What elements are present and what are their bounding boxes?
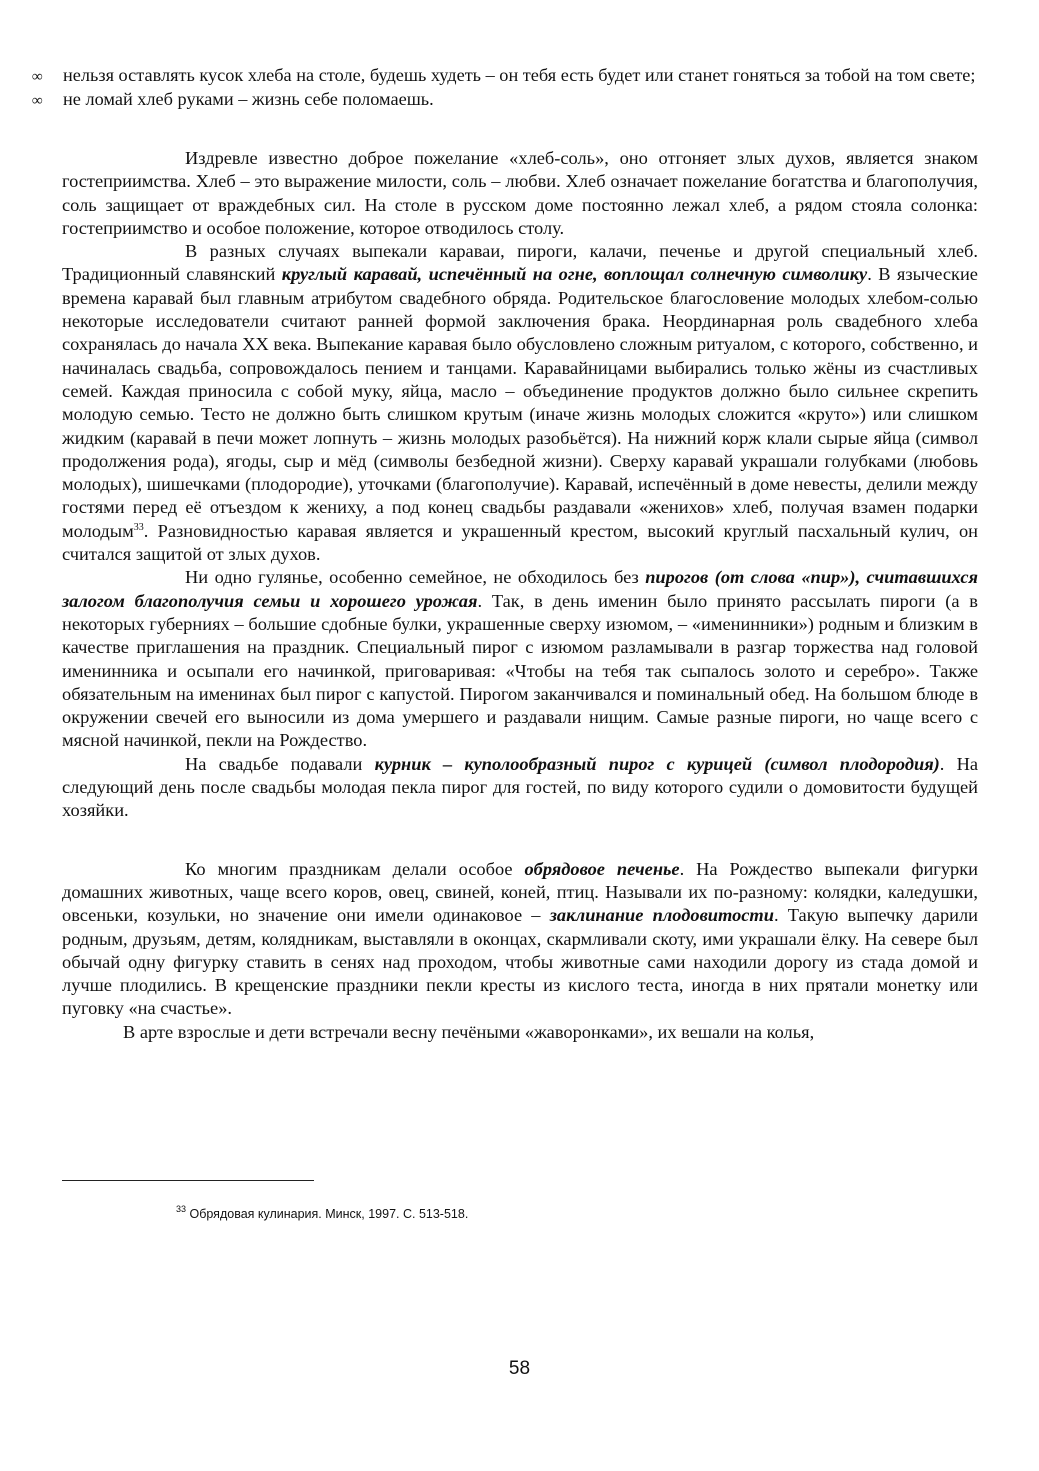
footnote: [176, 1204, 469, 1221]
paragraph-kurnik: [62, 753, 978, 823]
bullet-text: нельзя оставлять кусок хлеба на столе, будешь худеть – он тебя есть будет или станет гоняться за тобой на том свете;: [63, 65, 976, 85]
text-run: . На следующий день после свадьбы молодая пекла пирог для гостей, по виду которого судили о домовитости будущей хозяйки.: [62, 753, 979, 821]
bullet-text: не ломай хлеб руками – жизнь себе поломаешь.: [63, 88, 434, 109]
emphasis-text: заклинание плодовитости: [549, 905, 774, 926]
bullet-item: [32, 88, 980, 112]
emphasis-text: обрядовое печенье: [524, 858, 680, 879]
text-run: Ни одно гулянье, особенно семейное, не обходилось без: [185, 567, 646, 588]
bullet-glyph-icon: ∞: [32, 69, 43, 85]
bullet-item: [32, 64, 980, 88]
paragraph-bread-salt: Издревле известно доброе пожелание «хлеб-соль», оно отгоняет злых духов, является знаком гостеприимства. Хлеб – это выражение милости, соль – любви. Хлеб означает пожелание богатства и благополучия, соль защищает от враждебных сил. На столе в русском доме постоянно лежал хлеб, а рядом стояла солонка: гостеприимство и особое положение, которое отводилось столу.: [62, 148, 978, 238]
footnote-number: 33: [176, 1204, 187, 1214]
body-text: [62, 147, 978, 1044]
emphasis-text: пирогов (от слова «пир»), считавшихся залогом благополучия семьи и хорошего урожая: [62, 567, 978, 611]
text-run: . Так, в день именин было принято рассылать пироги (а в некоторых губерниях – большие сдобные булки, украшенные сверху изюмом, – «именинники») родным и близким в качестве приглашения на праздник. Специальный пирог с изюмом разламывали в разгар торжества над головой именинника и осыпали его начинкой, приговаривая: «Чтобы на тебя так сыпалось золото и серебро». Также обязательным на именинах был пирог с капустой. Пирогом заканчивался и поминальный обед. На большом блюде в окружении свечей его выносили из дома умершего и раздавали нищим. Самые разные пироги, но чаще всего с мясной начинкой, пекли на Рождество.: [62, 590, 978, 751]
page-number: 58: [508, 1358, 531, 1379]
paragraph-pirogi: [62, 566, 978, 752]
footnote-text: Обрядовая кулинария. Минск, 1997. С. 513-518.: [186, 1207, 469, 1221]
bullet-list: [32, 64, 980, 111]
paragraph-karavai: [62, 240, 978, 566]
text-run: . На Рождество выпекали фигурки домашних животных, чаще всего коров, овец, свиней, коней, птиц. Называли их по-разному: колядки, каледушки, овсеньки, козульки, но значение они имели одинаковое –: [62, 858, 978, 926]
text-run: . В языческие времена каравай был главным атрибутом свадебного обряда. Родительское благословение молодых хлебом-солью некоторые исследователи считают ранней формой заключения брака. Неординарная роль свадебного хлеба сохранялась до начала XX века. Выпекание каравая было обусловлено сложным ритуалом, с которого, собственно, и начиналась свадьба, сопровождалось пением и танцами. Каравайницами выбирались только жёны из счастливых семей. Каждая приносила с собой муку, яйца, масло – объединение продуктов должно было сильнее скрепить молодую семью. Тесто не должно быть слишком крутым (иначе жизнь молодых сложится «круто») или слишком жидким (каравай в печи может лопнуть – жизнь молодых разобьётся). На нижний корж клали сырые яйца (символ продолжения рода), ягоды, сыр и мёд (символы безбедной жизни). Сверху каравай украшали голубками (любовь молодых), шишечками (плодородие), уточками (благополучие). Каравай, испечённый в доме невесты, делили между гостями перед её отъездом к жениху, а под конец свадьбы раздавали «женихов» хлеб, получая взамен подарки молодым: [62, 264, 978, 541]
footnote-ref[interactable]: 33: [133, 521, 144, 533]
paragraph-pechenie: [62, 858, 978, 1021]
text-run: На свадьбе подавали: [185, 753, 375, 774]
footnote-divider: [62, 1180, 314, 1181]
text-run: В разных случаях выпекали караваи, пироги, калачи, печенье и другой специальный хлеб. Традиционный славянский: [62, 241, 978, 285]
text-run: Ко многим праздникам делали особое: [185, 858, 525, 879]
emphasis-text: круглый каравай, испечённый на огне, воплощал солнечную символику: [281, 264, 868, 285]
emphasis-text: курник – куполообразный пирог с курицей (символ плодородия): [374, 753, 940, 774]
paragraph-zhavoronki: В арте взрослые и дети встречали весну печёными «жаворонками», их вешали на колья,: [123, 1021, 815, 1042]
bullet-glyph-icon: ∞: [32, 92, 43, 109]
text-run: . Разновидностью каравая является и украшенный крестом, высокий круглый пасхальный кулич, он считался защитой от злых духов.: [62, 520, 978, 565]
text-run: . Такую выпечку дарили родным, друзьям, детям, колядникам, выставляли в оконцах, скармливали скоту, ими украшали ёлку. На севере был обычай одну фигурку ставить в сенях над проходом, чтобы животные сами находили дорогу из стада домой и лучше плодились. В крещенские праздники пекли кресты из кислого теста, иногда в них прятали монетку или пуговку «на счастье».: [62, 905, 979, 1019]
